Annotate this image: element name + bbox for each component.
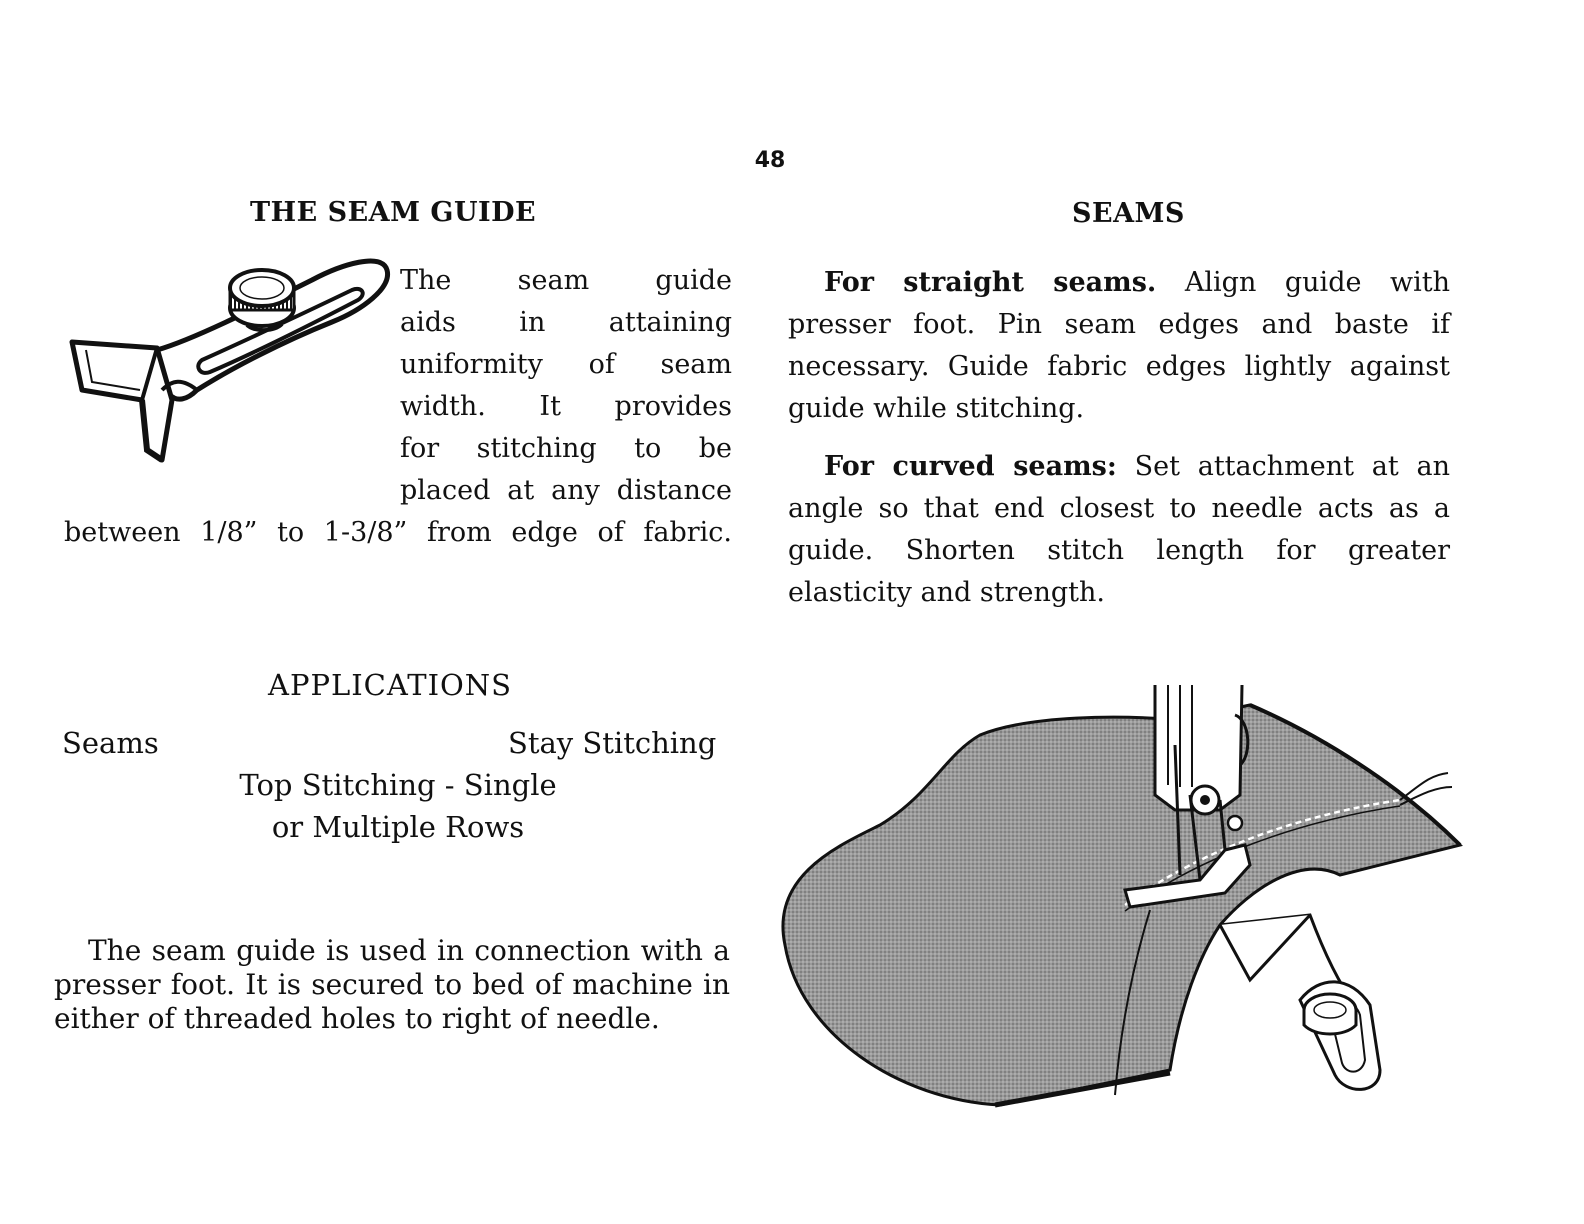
intro-line: placed at any distance	[400, 475, 732, 506]
straight-seams-label: For straight seams.	[824, 267, 1157, 298]
seams-instructions	[788, 262, 1450, 630]
straight-seams-paragraph	[788, 262, 1450, 430]
curved-seams-text: Set attachment at an angle so that end closest to needle acts as a guide. Shorten stitch length for greater elasticity and strength.	[788, 451, 1450, 608]
application-seams: Seams	[62, 726, 159, 760]
curved-seams-label: For curved seams:	[824, 451, 1117, 482]
intro-line: for stitching to be	[400, 433, 732, 464]
usage-paragraph	[54, 934, 730, 1036]
application-multiple-rows: or Multiple Rows	[271, 810, 525, 844]
page-number: 48	[754, 148, 786, 173]
curved-seams-paragraph	[788, 446, 1450, 614]
intro-last-line: between 1/8” to 1-3/8” from edge of fabric.	[64, 517, 732, 548]
seams-heading: SEAMS	[1072, 198, 1185, 229]
straight-seams-text: Align guide with presser foot. Pin seam edges and baste if necessary. Guide fabric edges lightly against guide while stitching.	[788, 267, 1450, 424]
seam-guide-illustration	[62, 250, 402, 480]
intro-line: aids in attaining	[400, 307, 732, 338]
applications-heading: APPLICATIONS	[268, 668, 513, 702]
curved-seam-illustration	[780, 675, 1480, 1125]
seam-guide-intro	[400, 260, 732, 512]
intro-line: uniformity of seam	[400, 349, 732, 380]
application-stay-stitching: Stay Stitching	[508, 726, 717, 760]
intro-line: width. It provides	[400, 391, 732, 422]
usage-text: The seam guide is used in connection with a presser foot. It is secured to bed of machine in either of threaded holes to right of needle.	[54, 934, 730, 1035]
intro-line: The seam guide	[400, 265, 732, 296]
application-top-stitching: Top Stitching - Single	[239, 768, 557, 802]
seam-guide-heading: THE SEAM GUIDE	[250, 197, 537, 228]
